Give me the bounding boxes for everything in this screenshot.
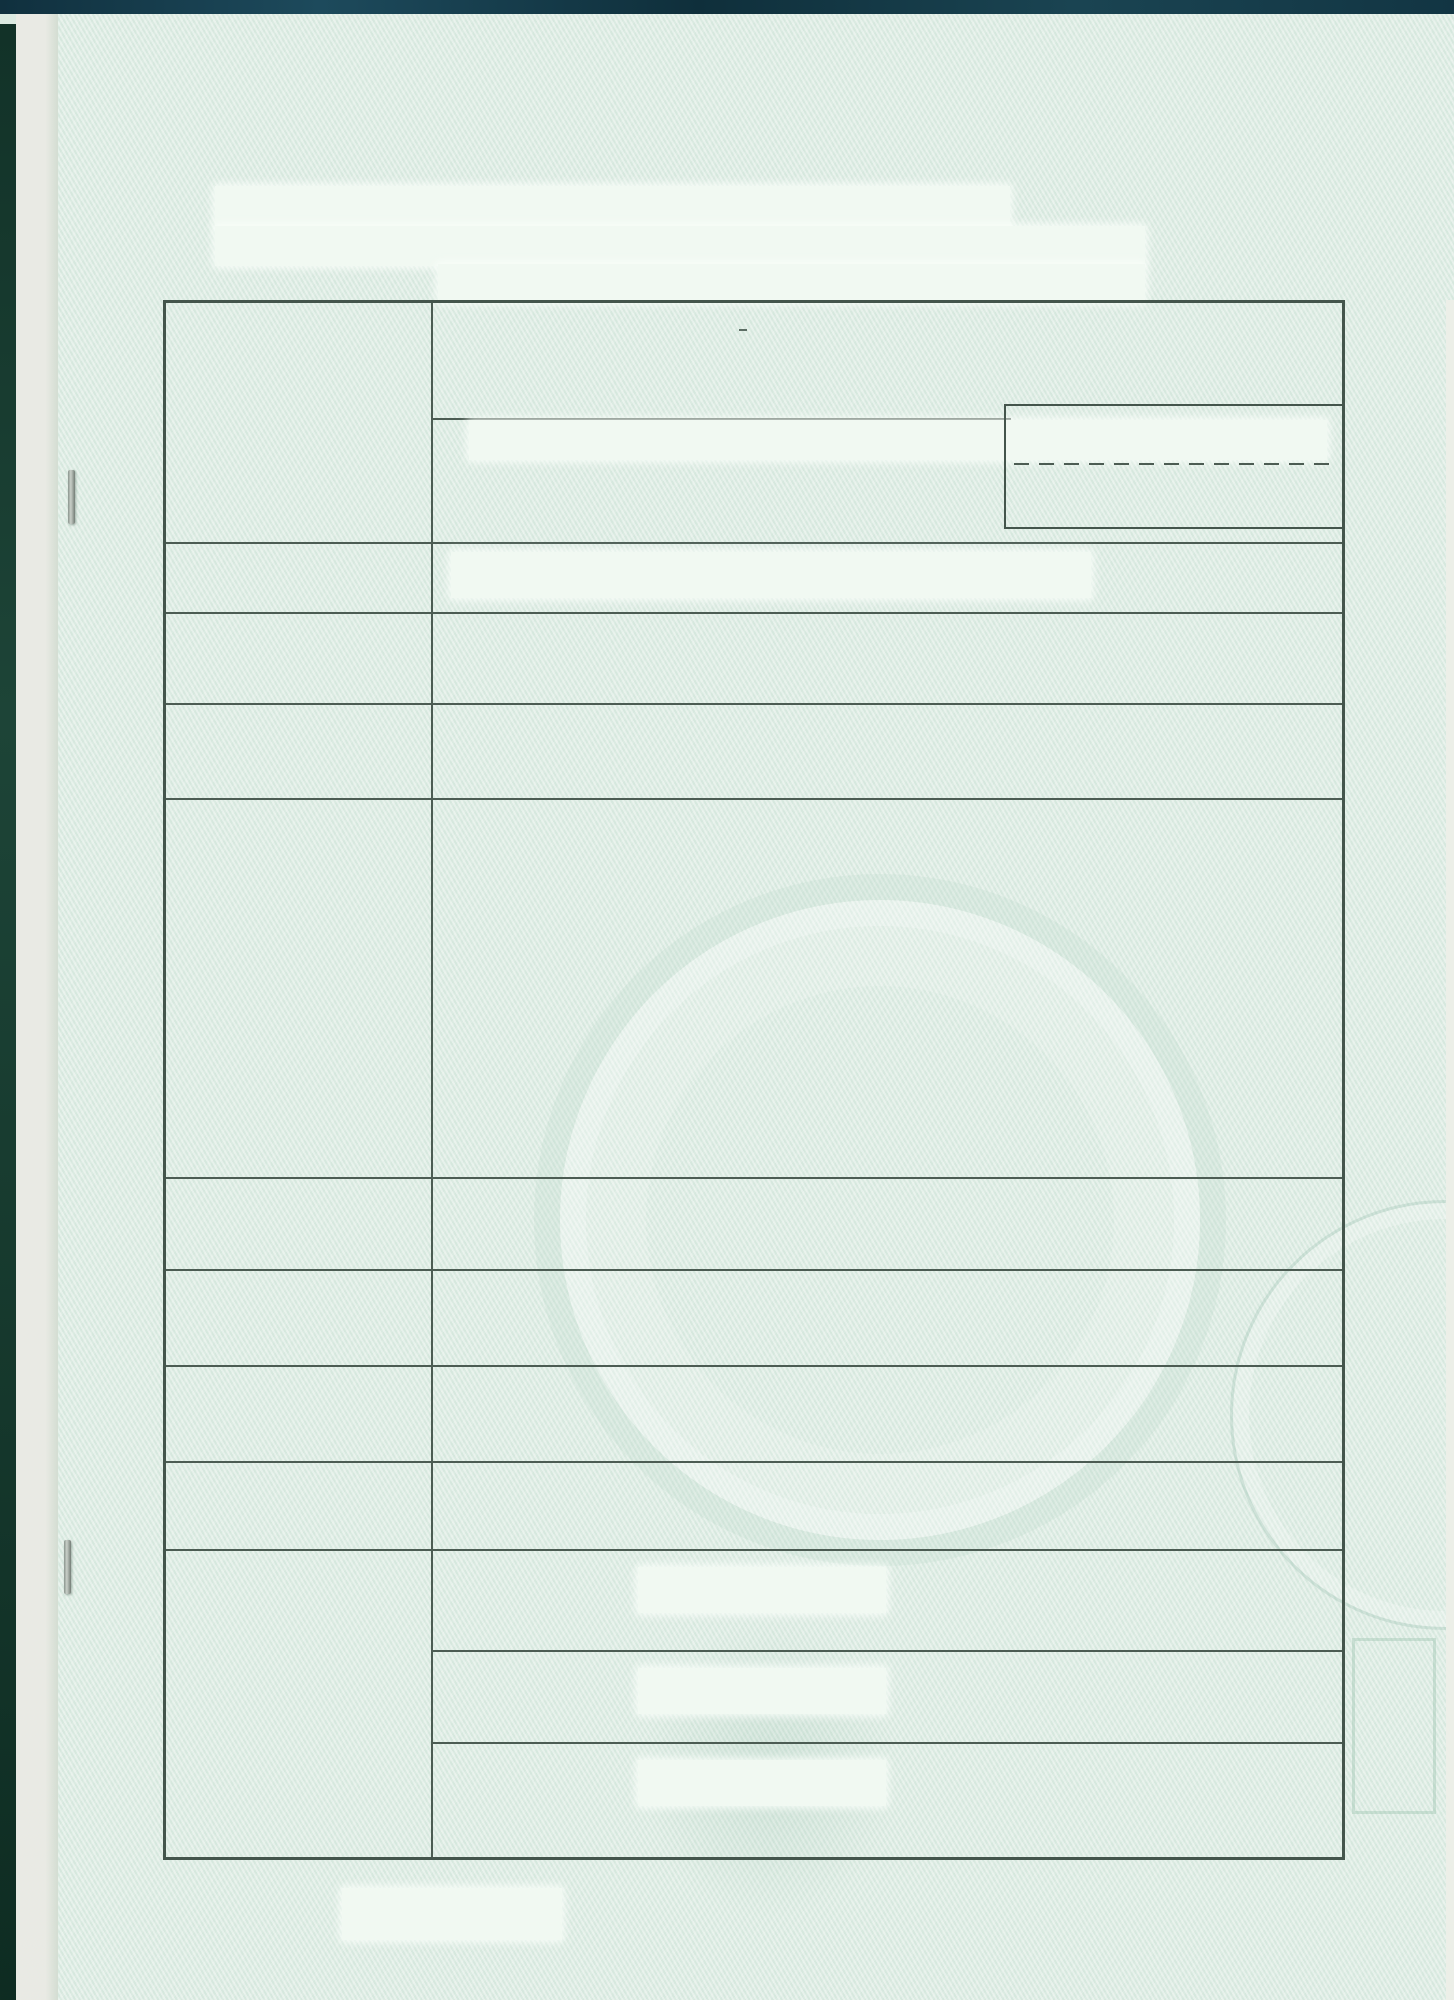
row-label-purpose [166,800,433,1177]
row-label-head-office [166,544,433,612]
row-label-issued-shares [166,1271,433,1365]
change-date-cell [1004,404,1343,529]
row-value-public-notice [433,614,1342,703]
row-public-notice [166,614,1342,705]
purpose-list [433,800,1342,826]
trade-name-current [739,325,747,331]
officer-row [433,1652,1342,1744]
row-label-public-notice [166,614,433,703]
row-trade-name [166,303,1342,544]
row-officers [166,1551,1342,1857]
row-label-officers [166,1551,433,1857]
redaction-box-corp-number [438,264,1145,302]
officer-row [433,1744,1342,1840]
redaction-box-officer-name [638,1668,886,1714]
row-value-incorporation-date [433,705,1342,798]
row-value-officers [433,1551,1342,1857]
row-label-capital [166,1367,433,1461]
row-value-issued-shares [433,1271,1342,1365]
redaction-box-company [215,226,1145,266]
row-value-purpose [433,800,1342,1177]
scan-left-gutter [16,14,58,2000]
row-head-office [166,544,1342,614]
row-value-authorized-shares [433,1179,1342,1269]
row-label-trade-name [166,303,433,542]
registry-table [163,300,1345,1860]
row-value-head-office [433,544,1342,612]
row-label-authorized-shares [166,1179,433,1269]
staple-top [68,470,75,524]
row-value-share-transfer [433,1463,1342,1549]
ghost-registrar-seal [1352,1638,1436,1814]
officer-row [433,1551,1342,1652]
redaction-box-reference-number [342,1888,562,1940]
row-authorized-shares [166,1179,1342,1271]
row-share-transfer-restriction [166,1463,1342,1551]
redaction-box-head-office [451,552,1091,598]
row-value-trade-name [433,303,1342,542]
redaction-box-officer-name [638,1760,886,1806]
redaction-box-address [215,186,1010,228]
row-incorporation-date [166,705,1342,800]
redaction-box-officer-name [638,1567,886,1613]
scan-left-dark-edge [0,24,16,2000]
row-purpose [166,800,1342,1179]
date-dashed-divider [1014,463,1335,465]
row-label-incorporation-date [166,705,433,798]
row-label-share-transfer [166,1463,433,1549]
row-capital [166,1367,1342,1463]
staple-bottom [64,1540,71,1594]
row-issued-shares [166,1271,1342,1367]
scan-top-edge [0,0,1454,14]
scan-right-edge [1446,300,1454,2000]
row-value-capital [433,1367,1342,1461]
